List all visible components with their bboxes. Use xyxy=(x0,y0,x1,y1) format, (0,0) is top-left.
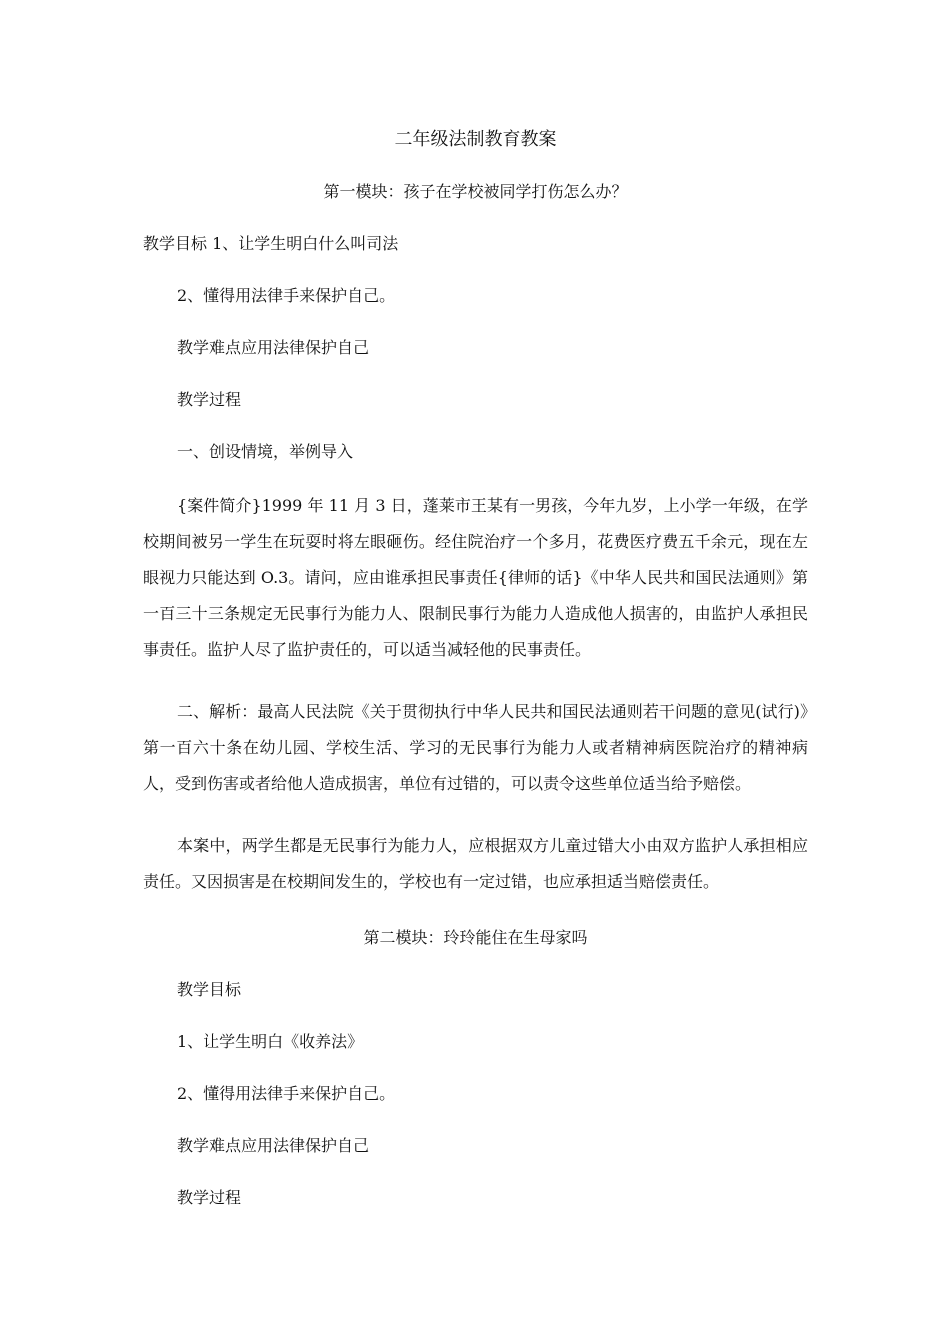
module1-process: 教学过程 xyxy=(177,390,242,409)
module2-objective-line2: 2、懂得用法律手来保护自己。 xyxy=(177,1084,396,1103)
module2-process: 教学过程 xyxy=(177,1188,242,1207)
module2-heading: 第二模块：玲玲能住在生母家吗 xyxy=(363,928,588,947)
module1-step1: 一、创设情境，举例导入 xyxy=(177,442,354,461)
module1-difficulty: 教学难点应用法律保护自己 xyxy=(177,338,370,357)
module2-objective-line1: 1、让学生明白《收养法》 xyxy=(177,1032,364,1051)
module1-objective-line1: 教学目标 1、让学生明白什么叫司法 xyxy=(143,234,399,253)
conclusion-paragraph: 本案中，两学生都是无民事行为能力人，应根据双方儿童过错大小由双方监护人承担相应责任。又因损害是在校期间发生的，学校也有一定过错，也应承担适当赔偿责任。 xyxy=(143,836,808,891)
module2-difficulty: 教学难点应用法律保护自己 xyxy=(177,1136,370,1155)
document-title: 二年级法制教育教案 xyxy=(394,129,557,150)
analysis-paragraph: 二、解析：最高人民法院《关于贯彻执行中华人民共和国民法通则若干问题的意见(试行)》第一百六十条在幼儿园、学校生活、学习的无民事行为能力人或者精神病医院治疗的精神病人，受到伤害或者给他人造成损害，单位有过错的，可以责令这些单位适当给予赔偿。 xyxy=(143,702,808,793)
case-paragraph: {案件简介}1999 年 11 月 3 日，蓬莱市王某有一男孩，今年九岁，上小学一年级，在学校期间被另一学生在玩耍时将左眼砸伤。经住院治疗一个多月，花费医疗费五千余元，现在左眼视力只能达到 O.3。请问，应由谁承担民事责任{律师的话}《中华人民共和国民法通则》第一百三十三条规定无民事行为能力人、限制民事行为能力人造成他人损害的，由监护人承担民事责任。监护人尽了监护责任的，可以适当减轻他的民事责任。 xyxy=(143,496,808,659)
module1-heading: 第一模块：孩子在学校被同学打伤怎么办？ xyxy=(323,182,628,201)
module1-objective-line2: 2、懂得用法律手来保护自己。 xyxy=(177,286,396,305)
module2-objective-label: 教学目标 xyxy=(177,980,242,999)
document-body xyxy=(143,128,808,1238)
